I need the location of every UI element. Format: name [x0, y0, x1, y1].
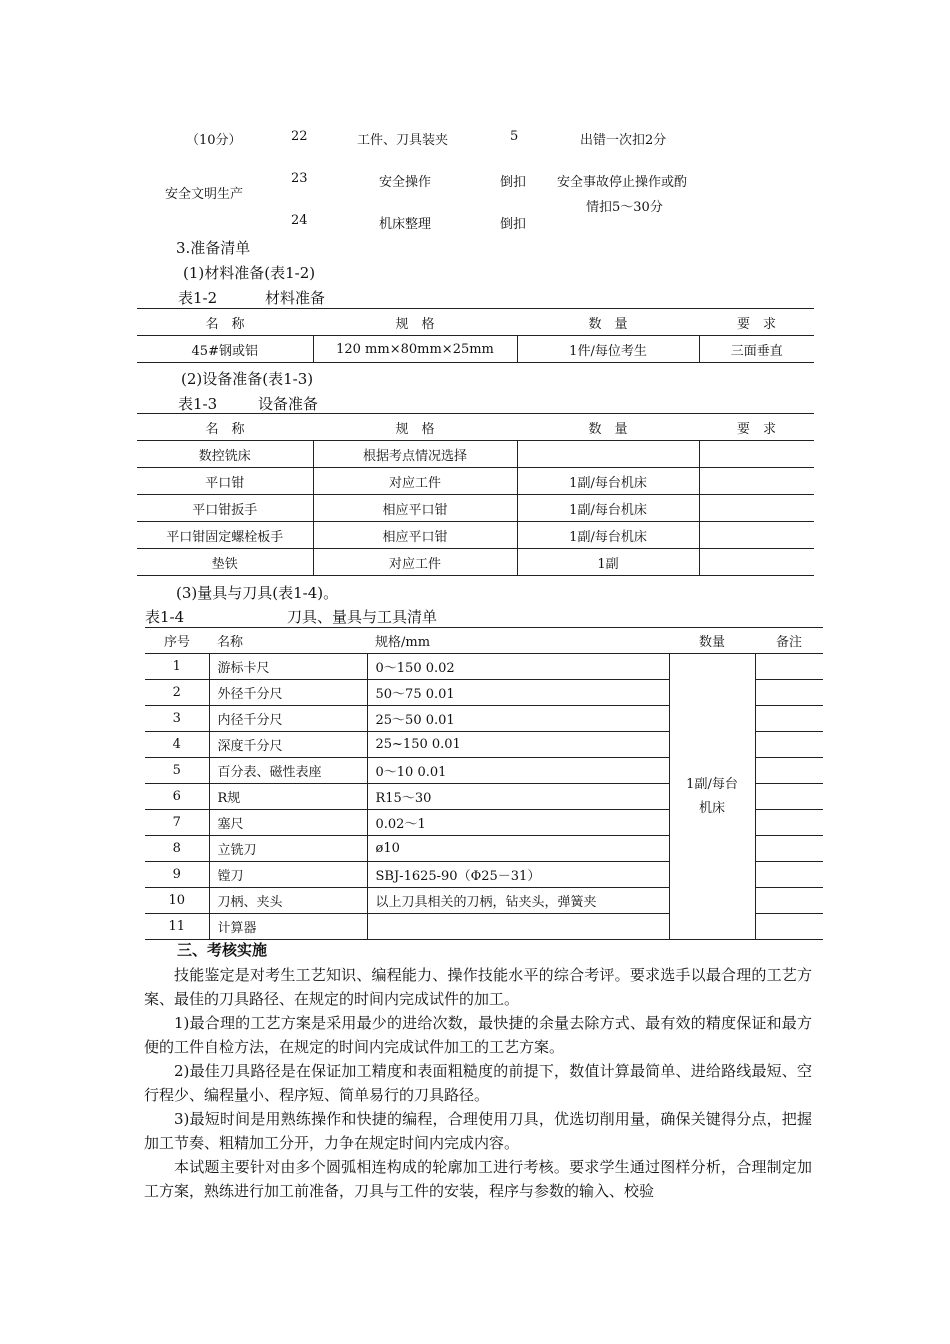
- table-cell: 数控铣床: [137, 441, 313, 468]
- table-cell: 1件/每位考生: [517, 336, 699, 363]
- cell-item: 机床整理: [379, 217, 432, 232]
- paragraph: 1)最合理的工艺方案是采用最少的进给次数，最快捷的余量去除方式、最有效的精度保证和最方便的工件自检方法，在规定的时间内完成试件加工的工艺方案。: [144, 1014, 812, 1056]
- header-cell: 名 称: [137, 309, 313, 336]
- table-cell: 平口钳: [137, 468, 313, 495]
- table-caption-title: 设备准备: [258, 395, 319, 413]
- cell-category: 安全文明生产: [165, 187, 244, 202]
- header-cell: 规格/mm: [367, 628, 669, 654]
- table-cell: 9: [145, 862, 209, 888]
- subsection-heading: (3)量具与刀具(表1-4)。: [176, 584, 339, 602]
- table-cell: 0.02～1: [367, 810, 669, 836]
- table-cell: [755, 888, 823, 914]
- table-cell: [699, 522, 814, 549]
- cell-rule-cont: 情扣5～30分: [586, 200, 663, 215]
- table-cell: 50～75 0.01: [367, 680, 669, 706]
- table-cell: 120 mm×80mm×25mm: [313, 336, 517, 363]
- table-cell: 三面垂直: [699, 336, 814, 363]
- table-cell: [755, 862, 823, 888]
- header-cell: 要 求: [699, 309, 814, 336]
- table-cell: 刀柄、夹头: [209, 888, 367, 914]
- cell-item: 工件、刀具装夹: [357, 133, 449, 148]
- cell-score: 倒扣: [500, 175, 527, 190]
- tools-table: [145, 627, 823, 940]
- cell-item: 安全操作: [379, 175, 432, 190]
- table-row: [137, 522, 814, 549]
- cell-category-score: （10分）: [186, 133, 242, 148]
- cell-score: 5: [510, 129, 519, 144]
- table-cell: [755, 914, 823, 940]
- table-cell: 1副/每台机床: [517, 495, 699, 522]
- table-cell: 相应平口钳: [313, 495, 517, 522]
- table-cell: 对应工件: [313, 549, 517, 576]
- table-cell: 计算器: [209, 914, 367, 940]
- table-cell: [517, 441, 699, 468]
- subsection-heading: (2)设备准备(表1-3): [181, 370, 314, 388]
- table-cell: 外径千分尺: [209, 680, 367, 706]
- table-row: [137, 549, 814, 576]
- table-caption-no: 表1-2: [178, 289, 218, 307]
- table-cell: 相应平口钳: [313, 522, 517, 549]
- table-cell: [755, 810, 823, 836]
- table-cell: [699, 468, 814, 495]
- table-cell: R15～30: [367, 784, 669, 810]
- table-cell: 平口钳扳手: [137, 495, 313, 522]
- section-heading: 3.准备清单: [176, 239, 251, 257]
- material-table: [137, 308, 814, 363]
- table-cell: 镗刀: [209, 862, 367, 888]
- table-row: [137, 495, 814, 522]
- table-caption-title: 刀具、量具与工具清单: [287, 608, 438, 626]
- header-cell: 规 格: [313, 414, 517, 441]
- subsection-heading: (1)材料准备(表1-2): [183, 264, 316, 282]
- table-cell: 平口钳固定螺栓板手: [137, 522, 313, 549]
- table-cell: 1副/每台机床: [517, 468, 699, 495]
- paragraph: 3)最短时间是用熟练操作和快捷的编程，合理使用刀具，优选切削用量，确保关键得分点，把握加工节奏、粗精加工分开，力争在规定时间内完成内容。: [144, 1110, 812, 1152]
- cell-no: 22: [291, 129, 308, 144]
- header-cell: 规 格: [313, 309, 517, 336]
- table-cell: 3: [145, 706, 209, 732]
- header-cell: 数量: [669, 628, 755, 654]
- table-row: [137, 441, 814, 468]
- table-cell: 1: [145, 654, 209, 680]
- cell-rule: 出错一次扣2分: [580, 133, 667, 148]
- table-cell: 2: [145, 680, 209, 706]
- table-cell: 内径千分尺: [209, 706, 367, 732]
- table-cell: 塞尺: [209, 810, 367, 836]
- table-cell: 根据考点情况选择: [313, 441, 517, 468]
- table-cell: [699, 441, 814, 468]
- table-cell: 5: [145, 758, 209, 784]
- table-cell: [699, 495, 814, 522]
- table-caption-title: 材料准备: [265, 289, 326, 307]
- table-cell: 0～10 0.01: [367, 758, 669, 784]
- table-cell: R规: [209, 784, 367, 810]
- table-cell: 以上刀具相关的刀柄，钻夹头，弹簧夹: [367, 888, 669, 914]
- paragraph: 2)最佳刀具路径是在保证加工精度和表面粗糙度的前提下，数值计算最简单、进给路线最短、空行程少、编程量小、程序短、简单易行的刀具路径。: [144, 1062, 812, 1104]
- table-cell: 立铣刀: [209, 836, 367, 862]
- paragraph: 技能鉴定是对考生工艺知识、编程能力、操作技能水平的综合考评。要求选手以最合理的工艺方案、最佳的刀具路径、在规定的时间内完成试件的加工。: [144, 966, 812, 1008]
- quantity-cell: [669, 654, 755, 940]
- table-row: [137, 468, 814, 495]
- table-cell: 深度千分尺: [209, 732, 367, 758]
- table-cell: SBJ-1625-90（Φ25－31）: [367, 862, 669, 888]
- cell-score: 倒扣: [500, 217, 527, 232]
- table-cell: [699, 549, 814, 576]
- table-cell: 11: [145, 914, 209, 940]
- table-cell: [367, 914, 669, 940]
- table-cell: 6: [145, 784, 209, 810]
- header-cell: 序号: [145, 628, 209, 654]
- table-cell: 25~150 0.01: [367, 732, 669, 758]
- header-cell: 数 量: [517, 309, 699, 336]
- table-caption-no: 表1-3: [178, 395, 218, 413]
- table-cell: [755, 680, 823, 706]
- header-cell: 名称: [209, 628, 367, 654]
- table-cell: [755, 784, 823, 810]
- cell-no: 23: [291, 171, 308, 186]
- equipment-table: [137, 413, 814, 576]
- table-cell: [755, 732, 823, 758]
- cell-no: 24: [291, 213, 308, 228]
- paragraph: 本试题主要针对由多个圆弧相连构成的轮廓加工进行考核。要求学生通过图样分析，合理制定加工方案，熟练进行加工前准备，刀具与工件的安装，程序与参数的输入、校验: [144, 1158, 812, 1200]
- header-cell: 名 称: [137, 414, 313, 441]
- header-cell: 备注: [755, 628, 823, 654]
- table-cell: 百分表、磁性表座: [209, 758, 367, 784]
- quantity-line: 机床: [698, 800, 725, 816]
- section-heading: 三、考核实施: [177, 941, 268, 959]
- table-cell: 45#钢或铝: [191, 343, 258, 359]
- table-cell: 1副: [517, 549, 699, 576]
- table-caption-no: 表1-4: [145, 608, 185, 626]
- table-cell: [755, 758, 823, 784]
- table-cell: 游标卡尺: [209, 654, 367, 680]
- table-cell: 10: [145, 888, 209, 914]
- cell-rule: 安全事故停止操作或酌: [557, 175, 688, 190]
- header-cell: 要 求: [699, 414, 814, 441]
- table-row: [145, 654, 823, 680]
- table-cell: [755, 836, 823, 862]
- body-text: [144, 963, 812, 1203]
- table-cell: ø10: [367, 836, 669, 862]
- table-cell: 0～150 0.02: [367, 654, 669, 680]
- table-cell: [755, 654, 823, 680]
- table-cell: 4: [145, 732, 209, 758]
- table-cell: [755, 706, 823, 732]
- table-cell: 垫铁: [137, 549, 313, 576]
- table-cell: 7: [145, 810, 209, 836]
- header-cell: 数 量: [517, 414, 699, 441]
- quantity-line: 1副/每台: [686, 776, 738, 792]
- table-cell: 对应工件: [313, 468, 517, 495]
- table-cell: 1副/每台机床: [517, 522, 699, 549]
- table-cell: 8: [145, 836, 209, 862]
- table-cell: 25～50 0.01: [367, 706, 669, 732]
